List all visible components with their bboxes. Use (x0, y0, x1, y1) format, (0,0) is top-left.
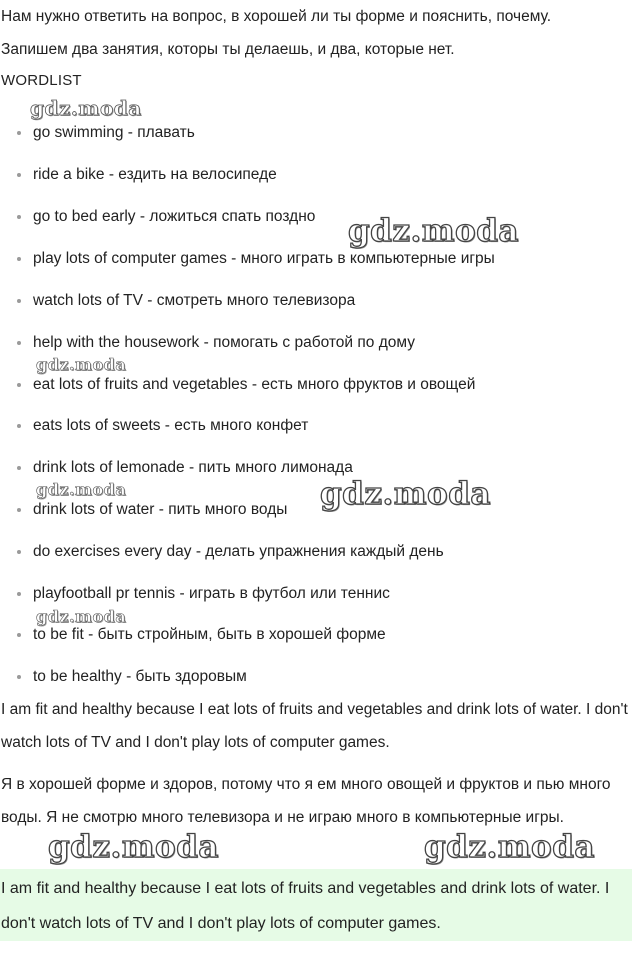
watermark-logo: gdz.moda (348, 213, 519, 249)
answer-box (0, 869, 632, 941)
bullet-icon (17, 592, 21, 596)
watermark-logo: gdz.moda (36, 607, 127, 626)
list-item-text: eats lots of sweets - есть много конфет (33, 417, 309, 434)
bullet-icon (17, 633, 21, 637)
list-item-text: watch lots of TV - смотреть много телевизора (33, 292, 356, 309)
wordlist-heading: WORDLIST (1, 72, 82, 89)
english-paragraph: I am fit and healthy because I eat lots of fruits and vegetables and drink lots of water. I don't watch lots of TV and I don't play lots of computer games. (1, 701, 628, 751)
intro-line-1: Нам нужно ответить на вопрос, в хорошей ли ты форме и пояснить, почему. (1, 8, 552, 25)
list-item (0, 164, 632, 186)
list-item-text: play lots of computer games - много играть в компьютерные игры (33, 250, 495, 267)
list-item-text: go to bed early - ложиться спать поздно (33, 208, 316, 225)
list-item-text: do exercises every day - делать упражнения каждый день (33, 543, 444, 560)
bullet-icon (17, 466, 21, 470)
russian-paragraph: Я в хорошей форме и здоров, потому что я ем много овощей и фруктов и пью много воды. Я не смотрю много телевизора и не играю много в компьютерные игры. (1, 776, 611, 826)
list-item-text: go swimming - плавать (33, 124, 195, 141)
bullet-icon (17, 299, 21, 303)
watermark-logo: gdz.moda (424, 829, 595, 865)
bullet-icon (17, 508, 21, 512)
list-item-text: eat lots of fruits and vegetables - есть много фруктов и овощей (33, 376, 476, 393)
list-item-text: drink lots of water - пить много воды (33, 501, 288, 518)
list-item (0, 290, 632, 312)
list-item (0, 624, 632, 646)
list-item-text: ride a bike - ездить на велосипеде (33, 166, 277, 183)
list-item-text: playfootball pr tennis - играть в футбол или теннис (33, 585, 390, 602)
list-item (0, 541, 632, 563)
bullet-icon (17, 173, 21, 177)
list-item (0, 583, 632, 605)
list-item-text: to be healthy - быть здоровым (33, 668, 247, 685)
list-item (0, 332, 632, 354)
list-item (0, 206, 632, 228)
bullet-icon (17, 675, 21, 679)
bullet-icon (17, 131, 21, 135)
intro-line-2: Запишем два занятия, которы ты делаешь, и два, которые нет. (1, 41, 455, 58)
list-item-text: to be fit - быть стройным, быть в хорошей форме (33, 626, 386, 643)
bullet-icon (17, 424, 21, 428)
watermark-logo: gdz.moda (36, 480, 127, 499)
list-item (0, 499, 632, 521)
watermark-logo: gdz.moda (30, 96, 142, 120)
list-item (0, 457, 632, 479)
list-item (0, 248, 632, 270)
bullet-icon (17, 341, 21, 345)
watermark-logo: gdz.moda (320, 476, 491, 512)
answer-text: I am fit and healthy because I eat lots of fruits and vegetables and drink lots of water. I don't watch lots of TV and I don't play lots of computer games. (1, 880, 610, 932)
bullet-icon (17, 383, 21, 387)
bullet-icon (17, 550, 21, 554)
list-item (0, 666, 632, 688)
list-item (0, 374, 632, 396)
list-item (0, 122, 632, 144)
bullet-icon (17, 257, 21, 261)
bullet-icon (17, 215, 21, 219)
list-item (0, 415, 632, 437)
watermark-logo: gdz.moda (36, 355, 127, 374)
watermark-logo: gdz.moda (48, 829, 219, 865)
list-item-text: drink lots of lemonade - пить много лимонада (33, 459, 353, 476)
list-item-text: help with the housework - помогать с работой по дому (33, 334, 415, 351)
